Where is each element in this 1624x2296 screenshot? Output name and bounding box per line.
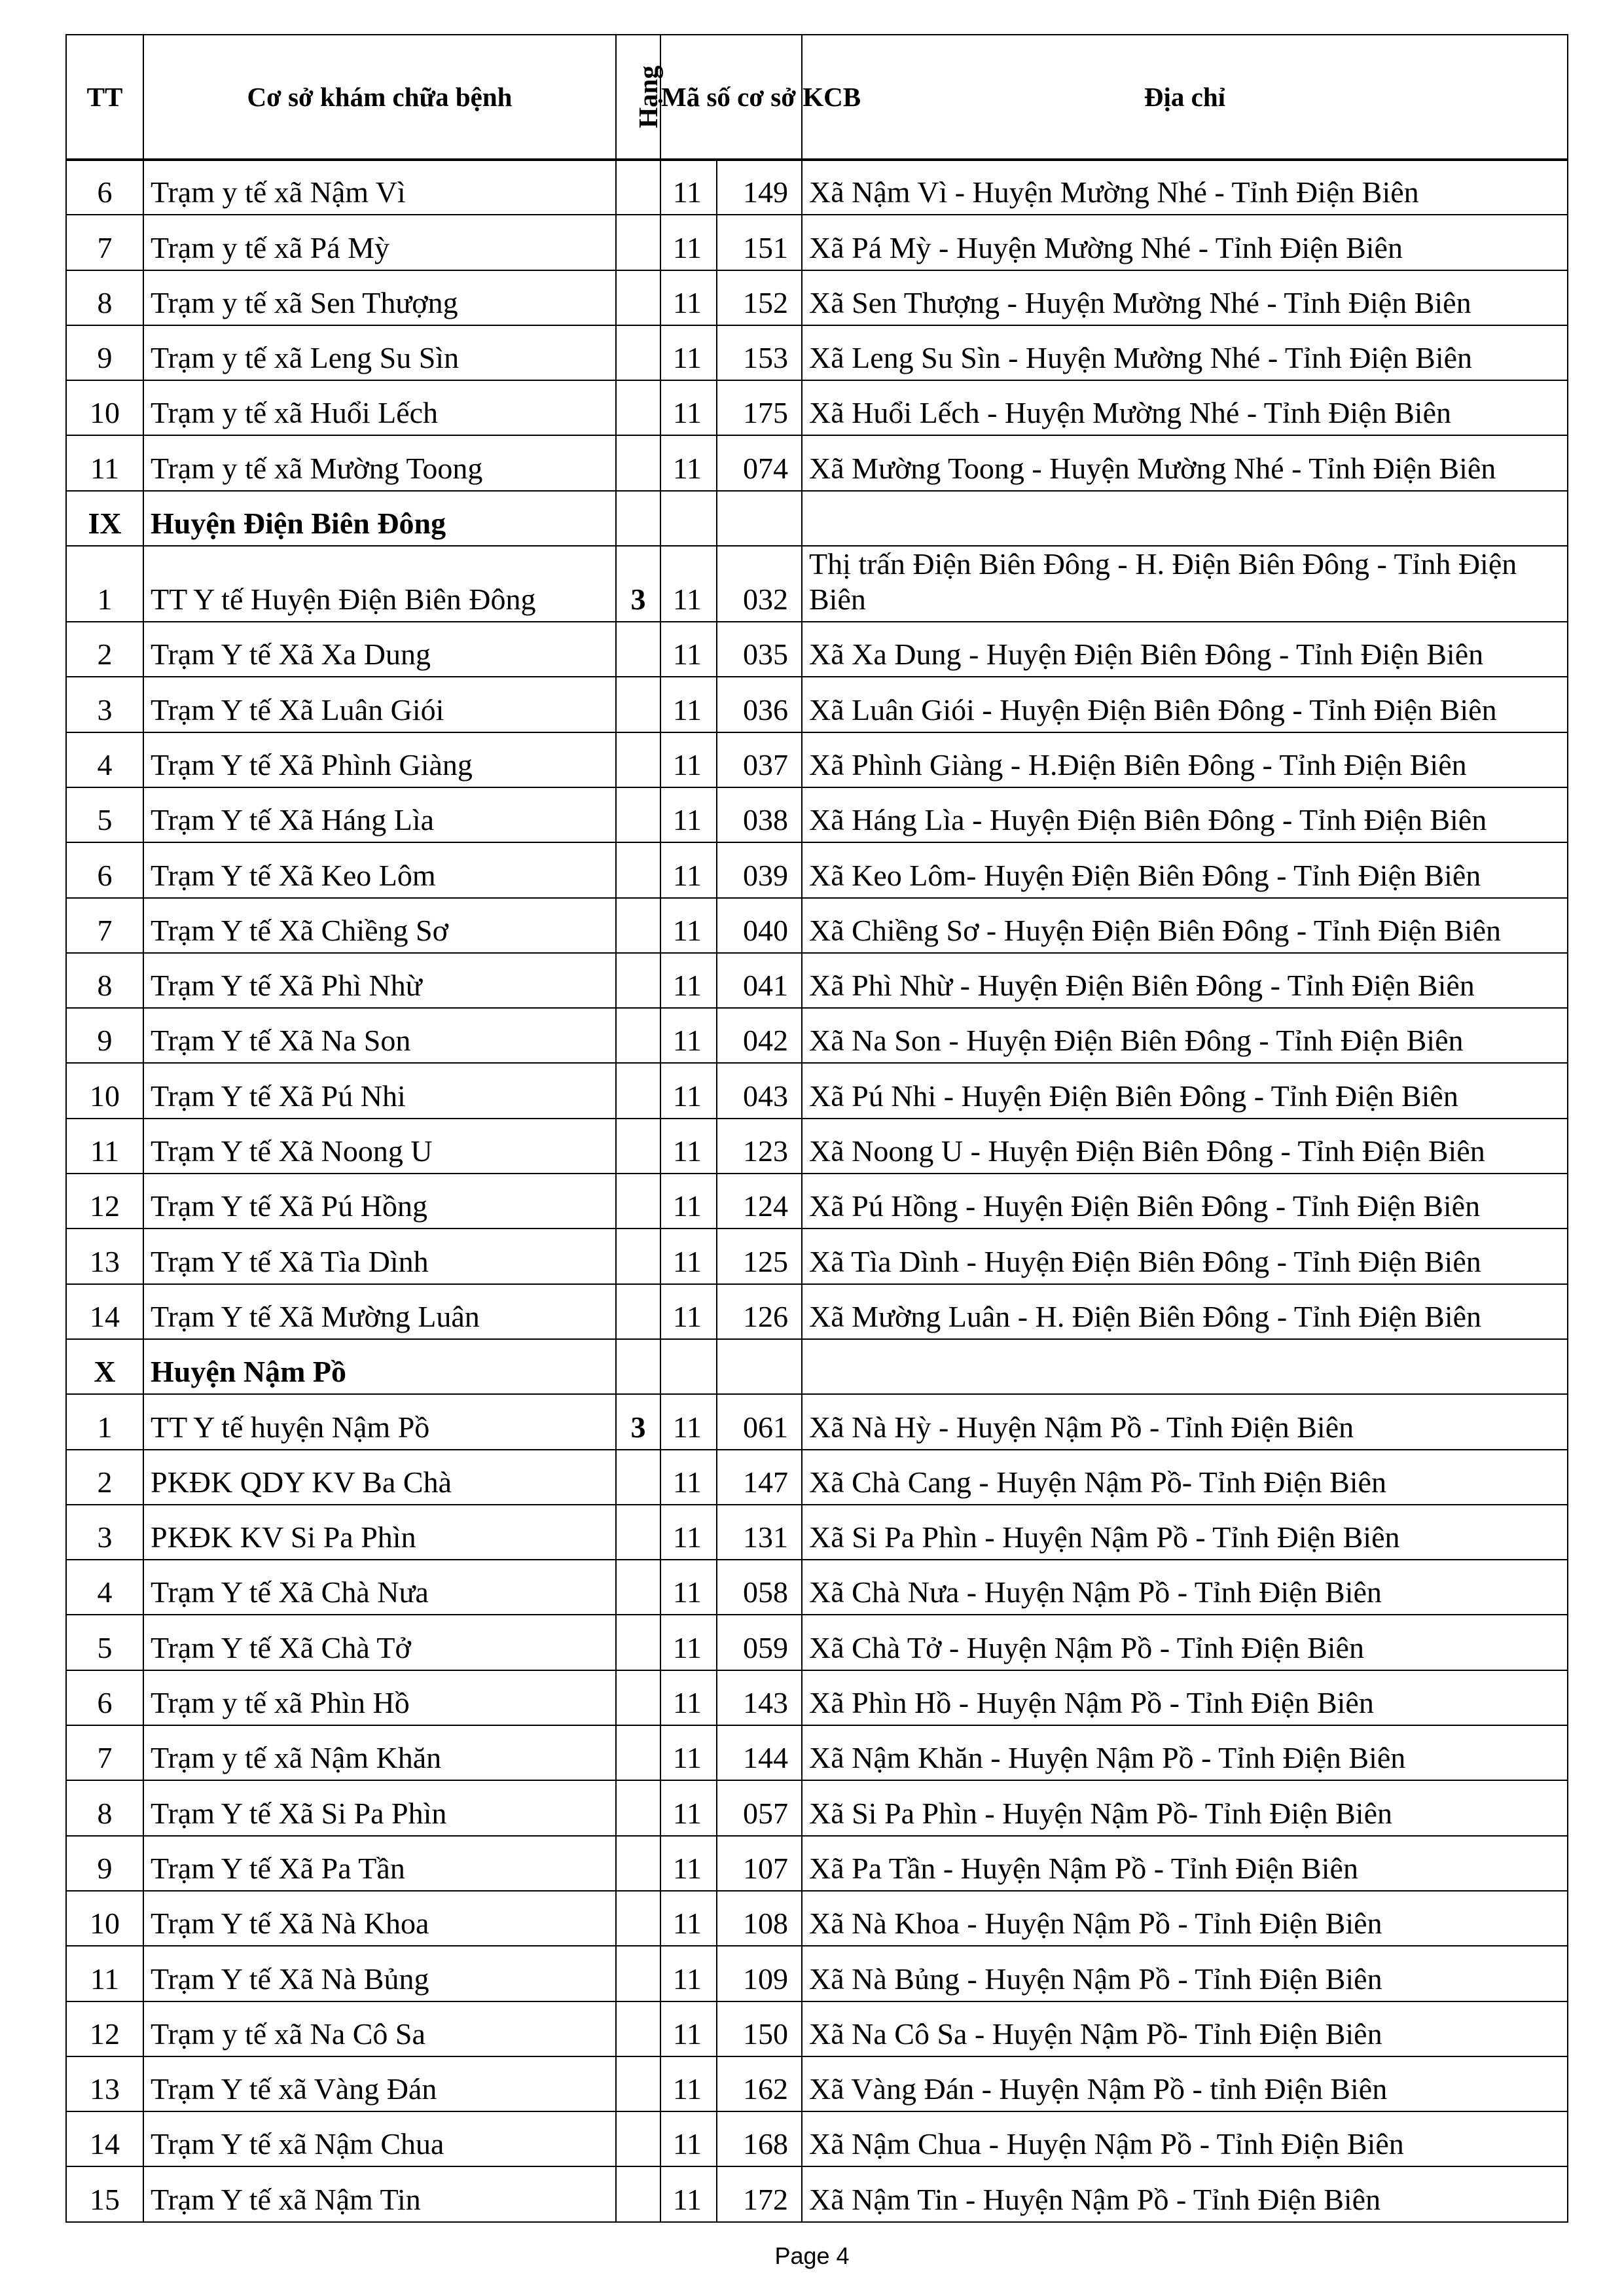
facility-rank	[616, 2056, 660, 2111]
table-header-row	[66, 35, 1568, 160]
table-row	[66, 1615, 1568, 1670]
facility-address: Xã Nậm Tin - Huyện Nậm Pồ - Tỉnh Điện Biên	[802, 2166, 1568, 2221]
province-code: 11	[660, 1450, 717, 1505]
facility-name: Trạm y tế xã Nậm Khăn	[143, 1725, 616, 1780]
table-row	[66, 2111, 1568, 2166]
facility-code: 036	[717, 677, 802, 732]
facility-address: Xã Tìa Dình - Huyện Điện Biên Đông - Tỉnh Điện Biên	[802, 1229, 1568, 1283]
table-row	[66, 1394, 1568, 1449]
province-code: 11	[660, 2001, 717, 2056]
facility-rank	[616, 1891, 660, 1946]
facility-code: 147	[717, 1450, 802, 1505]
section-number: IX	[66, 491, 143, 546]
province-code: 11	[660, 1725, 717, 1780]
header-address: Địa chỉ	[802, 35, 1568, 160]
section-title: Huyện Điện Biên Đông	[143, 491, 616, 546]
row-number: 8	[66, 1780, 143, 1835]
facility-code: 153	[717, 325, 802, 380]
header-tt: TT	[66, 35, 143, 160]
facility-code: 108	[717, 1891, 802, 1946]
section-row	[66, 1339, 1568, 1394]
table-row	[66, 622, 1568, 677]
row-number: 2	[66, 1450, 143, 1505]
row-number: 11	[66, 435, 143, 490]
facility-name: Trạm y tế xã Na Cô Sa	[143, 2001, 616, 2056]
facility-address: Xã Luân Giói - Huyện Điện Biên Đông - Tỉnh Điện Biên	[802, 677, 1568, 732]
province-code: 11	[660, 435, 717, 490]
facility-rank	[616, 1119, 660, 1174]
facility-name: Trạm Y tế Xã Mường Luân	[143, 1284, 616, 1339]
table-row	[66, 270, 1568, 325]
facility-rank	[616, 380, 660, 435]
row-number: 6	[66, 160, 143, 215]
header-code: Mã số cơ sở KCB	[660, 35, 802, 160]
facility-code: 172	[717, 2166, 802, 2221]
page-number: Page 4	[774, 2242, 850, 2269]
facility-address: Xã Pú Hồng - Huyện Điện Biên Đông - Tỉnh Điện Biên	[802, 1174, 1568, 1229]
facility-name: Trạm Y tế Xã Phì Nhừ	[143, 953, 616, 1008]
facility-code: 038	[717, 787, 802, 842]
table-row	[66, 1063, 1568, 1118]
province-code: 11	[660, 380, 717, 435]
facility-name: Trạm Y tế Xã Háng Lìa	[143, 787, 616, 842]
facility-rank	[616, 622, 660, 677]
facility-name: Trạm Y tế Xã Chà Tở	[143, 1615, 616, 1670]
facility-name: Trạm Y tế Xã Pú Hồng	[143, 1174, 616, 1229]
facility-code: 058	[717, 1560, 802, 1615]
province-code: 11	[660, 787, 717, 842]
facility-code: 043	[717, 1063, 802, 1118]
facility-rank	[616, 1450, 660, 1505]
province-code: 11	[660, 1008, 717, 1063]
facility-code: 175	[717, 380, 802, 435]
facility-rank	[616, 1008, 660, 1063]
table-row	[66, 2166, 1568, 2221]
row-number: 4	[66, 732, 143, 787]
facility-address: Xã Na Cô Sa - Huyện Nậm Pồ- Tỉnh Điện Biên	[802, 2001, 1568, 2056]
province-code: 11	[660, 546, 717, 622]
facility-address: Xã Mường Toong - Huyện Mường Nhé - Tỉnh Điện Biên	[802, 435, 1568, 490]
facility-name: Trạm Y tế Xã Nà Khoa	[143, 1891, 616, 1946]
row-number: 15	[66, 2166, 143, 2221]
facility-address: Xã Chiềng Sơ - Huyện Điện Biên Đông - Tỉnh Điện Biên	[802, 898, 1568, 953]
row-number: 7	[66, 215, 143, 270]
table-row	[66, 1229, 1568, 1283]
row-number: 2	[66, 622, 143, 677]
facility-rank	[616, 1560, 660, 1615]
province-code: 11	[660, 160, 717, 215]
facility-address: Xã Chà Cang - Huyện Nậm Pồ- Tỉnh Điện Biên	[802, 1450, 1568, 1505]
province-code: 11	[660, 622, 717, 677]
facility-rank	[616, 1836, 660, 1891]
facility-rank	[616, 1284, 660, 1339]
table-row	[66, 1174, 1568, 1229]
facility-rank	[616, 1063, 660, 1118]
facility-rank	[616, 898, 660, 953]
province-code: 11	[660, 1780, 717, 1835]
facility-name: PKĐK KV Si Pa Phìn	[143, 1505, 616, 1560]
province-code: 11	[660, 1174, 717, 1229]
table-row	[66, 2001, 1568, 2056]
facility-rank	[616, 435, 660, 490]
row-number: 4	[66, 1560, 143, 1615]
row-number: 7	[66, 1725, 143, 1780]
facility-name: Trạm Y tế xã Nậm Chua	[143, 2111, 616, 2166]
facility-address: Xã Phì Nhừ - Huyện Điện Biên Đông - Tỉnh Điện Biên	[802, 953, 1568, 1008]
facility-address: Xã Si Pa Phìn - Huyện Nậm Pồ - Tỉnh Điện Biên	[802, 1505, 1568, 1560]
row-number: 10	[66, 1063, 143, 1118]
row-number: 7	[66, 898, 143, 953]
facility-address: Xã Pa Tần - Huyện Nậm Pồ - Tỉnh Điện Biên	[802, 1836, 1568, 1891]
facility-code: 074	[717, 435, 802, 490]
facility-name: Trạm Y tế Xã Luân Giói	[143, 677, 616, 732]
facility-code: 125	[717, 1229, 802, 1283]
facility-name: Trạm y tế xã Leng Su Sìn	[143, 325, 616, 380]
table-body	[66, 160, 1568, 2222]
facility-address: Xã Na Son - Huyện Điện Biên Đông - Tỉnh Điện Biên	[802, 1008, 1568, 1063]
facility-address: Xã Huổi Lếch - Huyện Mường Nhé - Tỉnh Điện Biên	[802, 380, 1568, 435]
province-code: 11	[660, 1063, 717, 1118]
facility-name: Trạm y tế xã Nậm Vì	[143, 160, 616, 215]
province-code: 11	[660, 732, 717, 787]
empty-cell	[660, 1339, 717, 1394]
facility-rank	[616, 270, 660, 325]
province-code: 11	[660, 215, 717, 270]
facility-code: 059	[717, 1615, 802, 1670]
province-code: 11	[660, 1284, 717, 1339]
facility-code: 123	[717, 1119, 802, 1174]
facility-name: Trạm y tế xã Sen Thượng	[143, 270, 616, 325]
table-row	[66, 1891, 1568, 1946]
facility-rank	[616, 215, 660, 270]
facility-name: Trạm Y tế Xã Nà Bủng	[143, 1946, 616, 2001]
table-row	[66, 787, 1568, 842]
facility-code: 037	[717, 732, 802, 787]
header-facility: Cơ sở khám chữa bệnh	[143, 35, 616, 160]
row-number: 6	[66, 1670, 143, 1725]
table-row	[66, 842, 1568, 897]
facility-code: 107	[717, 1836, 802, 1891]
facility-address: Xã Háng Lìa - Huyện Điện Biên Đông - Tỉnh Điện Biên	[802, 787, 1568, 842]
facility-code: 061	[717, 1394, 802, 1449]
facility-address: Xã Noong U - Huyện Điện Biên Đông - Tỉnh Điện Biên	[802, 1119, 1568, 1174]
facility-name: Trạm Y tế Xã Xa Dung	[143, 622, 616, 677]
facility-address: Xã Nậm Chua - Huyện Nậm Pồ - Tỉnh Điện Biên	[802, 2111, 1568, 2166]
facility-code: 041	[717, 953, 802, 1008]
province-code: 11	[660, 1119, 717, 1174]
row-number: 1	[66, 546, 143, 622]
facility-code: 126	[717, 1284, 802, 1339]
facility-name: Trạm y tế xã Pá Mỳ	[143, 215, 616, 270]
facility-name: Trạm Y tế Xã Pú Nhi	[143, 1063, 616, 1118]
facility-rank	[616, 1505, 660, 1560]
facility-address: Xã Leng Su Sìn - Huyện Mường Nhé - Tỉnh Điện Biên	[802, 325, 1568, 380]
facility-rank	[616, 1780, 660, 1835]
facility-address: Xã Mường Luân - H. Điện Biên Đông - Tỉnh Điện Biên	[802, 1284, 1568, 1339]
facility-name: Trạm Y tế xã Nậm Tin	[143, 2166, 616, 2221]
facility-name: Trạm Y tế Xã Na Son	[143, 1008, 616, 1063]
facility-code: 144	[717, 1725, 802, 1780]
facility-code: 109	[717, 1946, 802, 2001]
facility-address: Xã Nậm Vì - Huyện Mường Nhé - Tỉnh Điện Biên	[802, 160, 1568, 215]
facility-rank	[616, 677, 660, 732]
facility-address: Xã Nà Hỳ - Huyện Nậm Pồ - Tỉnh Điện Biên	[802, 1394, 1568, 1449]
facility-table	[65, 34, 1568, 2223]
row-number: 11	[66, 1946, 143, 2001]
row-number: 9	[66, 325, 143, 380]
facility-name: Trạm Y tế Xã Pa Tần	[143, 1836, 616, 1891]
province-code: 11	[660, 677, 717, 732]
province-code: 11	[660, 953, 717, 1008]
table-row	[66, 732, 1568, 787]
table-row	[66, 1560, 1568, 1615]
facility-name: Trạm y tế xã Huổi Lếch	[143, 380, 616, 435]
facility-rank	[616, 325, 660, 380]
province-code: 11	[660, 1836, 717, 1891]
table-row	[66, 380, 1568, 435]
facility-address: Xã Nậm Khăn - Huyện Nậm Pồ - Tỉnh Điện Biên	[802, 1725, 1568, 1780]
row-number: 10	[66, 1891, 143, 1946]
facility-name: Trạm Y tế Xã Noong U	[143, 1119, 616, 1174]
facility-name: TT Y tế Huyện Điện Biên Đông	[143, 546, 616, 622]
province-code: 11	[660, 2111, 717, 2166]
table-row	[66, 1284, 1568, 1339]
row-number: 14	[66, 2111, 143, 2166]
table-row	[66, 1946, 1568, 2001]
table-row	[66, 1670, 1568, 1725]
province-code: 11	[660, 842, 717, 897]
row-number: 11	[66, 1119, 143, 1174]
facility-code: 042	[717, 1008, 802, 1063]
row-number: 9	[66, 1008, 143, 1063]
table-row	[66, 898, 1568, 953]
empty-cell	[717, 491, 802, 546]
facility-code: 168	[717, 2111, 802, 2166]
header-hang	[616, 35, 663, 160]
section-number: X	[66, 1339, 143, 1394]
empty-cell	[717, 1339, 802, 1394]
facility-rank	[616, 2001, 660, 2056]
table-row	[66, 160, 1568, 215]
table-row	[66, 215, 1568, 270]
province-code: 11	[660, 1560, 717, 1615]
facility-name: Trạm Y tế Xã Chà Nưa	[143, 1560, 616, 1615]
province-code: 11	[660, 2056, 717, 2111]
facility-code: 150	[717, 2001, 802, 2056]
table-row	[66, 677, 1568, 732]
row-number: 3	[66, 677, 143, 732]
province-code: 11	[660, 1229, 717, 1283]
facility-code: 032	[717, 546, 802, 622]
facility-address: Xã Xa Dung - Huyện Điện Biên Đông - Tỉnh Điện Biên	[802, 622, 1568, 677]
row-number: 8	[66, 953, 143, 1008]
table-row	[66, 953, 1568, 1008]
facility-address: Thị trấn Điện Biên Đông - H. Điện Biên Đông - Tỉnh Điện Biên	[802, 546, 1568, 622]
facility-address: Xã Nà Bủng - Huyện Nậm Pồ - Tỉnh Điện Biên	[802, 1946, 1568, 2001]
section-title: Huyện Nậm Pồ	[143, 1339, 616, 1394]
facility-rank	[616, 842, 660, 897]
province-code: 11	[660, 1394, 717, 1449]
facility-code: 040	[717, 898, 802, 953]
facility-address: Xã Vàng Đán - Huyện Nậm Pồ - tỉnh Điện Biên	[802, 2056, 1568, 2111]
facility-rank	[616, 1946, 660, 2001]
facility-address: Xã Phìn Hồ - Huyện Nậm Pồ - Tỉnh Điện Biên	[802, 1670, 1568, 1725]
row-number: 12	[66, 2001, 143, 2056]
facility-address: Xã Keo Lôm- Huyện Điện Biên Đông - Tỉnh Điện Biên	[802, 842, 1568, 897]
table-row	[66, 325, 1568, 380]
facility-rank	[616, 1615, 660, 1670]
facility-code: 151	[717, 215, 802, 270]
row-number: 14	[66, 1284, 143, 1339]
facility-name: Trạm y tế xã Mường Toong	[143, 435, 616, 490]
facility-name: Trạm Y tế xã Vàng Đán	[143, 2056, 616, 2111]
facility-code: 035	[717, 622, 802, 677]
table-row	[66, 1008, 1568, 1063]
facility-rank	[616, 1670, 660, 1725]
facility-rank	[616, 1725, 660, 1780]
facility-address: Xã Chà Nưa - Huyện Nậm Pồ - Tỉnh Điện Biên	[802, 1560, 1568, 1615]
table-row	[66, 1119, 1568, 1174]
row-number: 8	[66, 270, 143, 325]
facility-address: Xã Si Pa Phìn - Huyện Nậm Pồ- Tỉnh Điện Biên	[802, 1780, 1568, 1835]
empty-cell	[802, 491, 1568, 546]
province-code: 11	[660, 898, 717, 953]
row-number: 6	[66, 842, 143, 897]
facility-code: 162	[717, 2056, 802, 2111]
row-number: 1	[66, 1394, 143, 1449]
province-code: 11	[660, 1615, 717, 1670]
province-code: 11	[660, 1505, 717, 1560]
facility-rank	[616, 1174, 660, 1229]
facility-name: PKĐK QDY KV Ba Chà	[143, 1450, 616, 1505]
table-row	[66, 546, 1568, 622]
facility-code: 124	[717, 1174, 802, 1229]
empty-cell	[802, 1339, 1568, 1394]
facility-address: Xã Sen Thượng - Huyện Mường Nhé - Tỉnh Điện Biên	[802, 270, 1568, 325]
empty-cell	[660, 491, 717, 546]
province-code: 11	[660, 1670, 717, 1725]
facility-address: Xã Pá Mỳ - Huyện Mường Nhé - Tỉnh Điện Biên	[802, 215, 1568, 270]
facility-address: Xã Nà Khoa - Huyện Nậm Pồ - Tỉnh Điện Biên	[802, 1891, 1568, 1946]
province-code: 11	[660, 1946, 717, 2001]
table-row	[66, 1725, 1568, 1780]
facility-address: Xã Pú Nhi - Huyện Điện Biên Đông - Tỉnh Điện Biên	[802, 1063, 1568, 1118]
facility-address: Xã Phình Giàng - H.Điện Biên Đông - Tỉnh Điện Biên	[802, 732, 1568, 787]
facility-name: Trạm Y tế Xã Tìa Dình	[143, 1229, 616, 1283]
table-row	[66, 1505, 1568, 1560]
row-number: 9	[66, 1836, 143, 1891]
facility-address: Xã Chà Tở - Huyện Nậm Pồ - Tỉnh Điện Biên	[802, 1615, 1568, 1670]
facility-code: 143	[717, 1670, 802, 1725]
table-row	[66, 435, 1568, 490]
facility-rank	[616, 2111, 660, 2166]
facility-name: TT Y tế huyện Nậm Pồ	[143, 1394, 616, 1449]
table-row	[66, 1836, 1568, 1891]
row-number: 13	[66, 2056, 143, 2111]
section-row	[66, 491, 1568, 546]
facility-code: 149	[717, 160, 802, 215]
facility-name: Trạm Y tế Xã Keo Lôm	[143, 842, 616, 897]
table-row	[66, 2056, 1568, 2111]
empty-cell	[616, 1339, 660, 1394]
row-number: 12	[66, 1174, 143, 1229]
province-code: 11	[660, 2166, 717, 2221]
row-number: 3	[66, 1505, 143, 1560]
header-hang-label: Hạng	[632, 65, 663, 128]
facility-rank	[616, 2166, 660, 2221]
facility-rank	[616, 732, 660, 787]
facility-code: 057	[717, 1780, 802, 1835]
facility-name: Trạm Y tế Xã Si Pa Phìn	[143, 1780, 616, 1835]
row-number: 5	[66, 1615, 143, 1670]
facility-rank: 3	[616, 546, 660, 622]
facility-name: Trạm Y tế Xã Phình Giàng	[143, 732, 616, 787]
table-row	[66, 1780, 1568, 1835]
facility-name: Trạm y tế xã Phìn Hồ	[143, 1670, 616, 1725]
facility-code: 131	[717, 1505, 802, 1560]
facility-code: 152	[717, 270, 802, 325]
facility-code: 039	[717, 842, 802, 897]
facility-rank	[616, 953, 660, 1008]
province-code: 11	[660, 270, 717, 325]
row-number: 5	[66, 787, 143, 842]
province-code: 11	[660, 325, 717, 380]
row-number: 13	[66, 1229, 143, 1283]
facility-rank	[616, 160, 660, 215]
table-row	[66, 1450, 1568, 1505]
facility-rank: 3	[616, 1394, 660, 1449]
facility-rank	[616, 787, 660, 842]
province-code: 11	[660, 1891, 717, 1946]
row-number: 10	[66, 380, 143, 435]
facility-name: Trạm Y tế Xã Chiềng Sơ	[143, 898, 616, 953]
facility-rank	[616, 1229, 660, 1283]
empty-cell	[616, 491, 660, 546]
